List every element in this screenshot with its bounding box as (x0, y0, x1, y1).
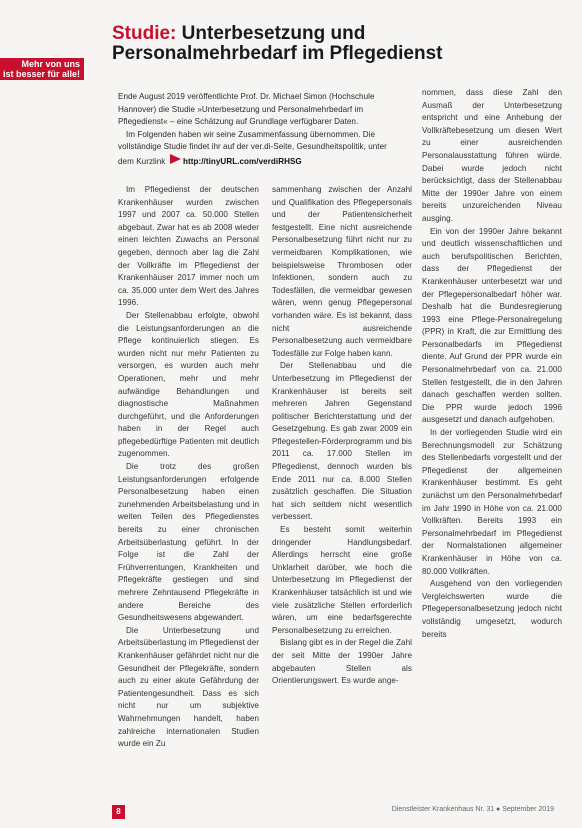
title-line-1: Unterbesetzung und (181, 23, 366, 44)
article-lead (118, 91, 396, 169)
lead-paragraph-1: Ende August 2019 veröffentlichte Prof. Dr. Michael Simon (Hochschule Hannover) die Studie »Unterbesetzung und Personalmehrbedarf im Pflegedienst« – eine Schätzung auf Grundlage verfügbarer Daten. (118, 92, 375, 127)
col1-paragraph: Der Stellenabbau erfolgte, obwohl die Leistungsanforderungen an die Pflege kontinuierlich stiegen. Es wurden nicht nur mehr Patienten zu versorgen, es wurden auch mehr Operationen, mehr und mehr aufwändige Behandlungen und diagnostische Maßnahmen durchgeführt, und die Anforderungen haben in der Regel auch pflegebedürftige Patienten mit deutlich zugenommen. (118, 310, 259, 459)
title-line-2: Personalmehrbedarf im Pflegedienst (112, 43, 443, 64)
study-link[interactable]: http://tinyURL.com/verdiRHSG (183, 156, 302, 166)
slogan-tag (0, 58, 84, 80)
footer-publication-info (392, 806, 554, 813)
slogan-line-2: ist besser für alle! (2, 69, 80, 79)
lead-paragraph-2-text: Im Folgenden haben wir seine Zusammenfassung übernommen. Die vollständige Studie findet ihr auf der ver.di-Seite, Gesundheitspolitik, unter dem Kurzlink (118, 129, 387, 166)
article-title-block (112, 24, 552, 64)
text-column-3 (422, 87, 562, 641)
footer-text: Dienstleister Krankenhaus Nr. 31 ● September 2019 (391, 806, 554, 813)
text-column-1 (118, 184, 259, 751)
col2-paragraph: sammenhang zwischen der Anzahl und Qualifikation des Pflegepersonals und der Patientensicherheit festgestellt. Eine nicht ausreichende Personalbesetzung führt nicht nur zu vermeidbaren Komplikationen, wie beispielsweise Thrombosen oder Infektionen, sondern auch zu Todesfällen, die vermeidbar gewesen wären, wenn genug Pflegepersonal vorhanden wäre. Es ist bekannt, dass nicht ausreichende Personalbesetzung auch vermeidbare Todesfälle zur Folge haben kann. (272, 185, 412, 358)
col3-paragraph: Ein von der 1990er Jahre bekannt und deutlich wissenschaftlichen und auch berufspolitischen Berichten, dass der Pflegedienst der Krankenhäuser unterbesetzt war und der Pflegepersonalbedarf höher war. Deshalb hat die Bundesregierung 1993 eine Pflege-Personalregelung (PPR) in Kraft, die zur Ermittlung des Personalbedarfs im Pflegedienst diente. Auf Grund der PPR wurde ein Personalmehrbedarf von ca. 21.000 Stellen festgestellt, die in den Jahren danach geschaffen werden sollten. Die PPR wurde jedoch 1996 ausgesetzt und danach aufgehoben. (422, 226, 562, 425)
title-accent: Studie: (112, 23, 177, 44)
lead-paragraph-2 (118, 129, 396, 169)
col3-paragraph: nommen, dass diese Zahl den Ausmaß der Unterbesetzung entspricht und eine Anhebung der Vollkräftebesetzung um diesen Wert zu einer ausreichenden Personalausstattung führen würde. Dabei wurde jedoch nicht berücksichtigt, dass der Stellenabbau Mitte der 1990er Jahre von einem bereits unzureichenden Niveau ausging. (422, 88, 562, 223)
col2-paragraph: Der Stellenabbau und die Unterbesetzung im Pflegedienst der Krankenhäuser ist bereits seit mehreren Jahren Gegenstand politischer Berichterstattung und der Gesetzgebung. Es gab zwar 2009 ein Pflegestellen-Förderprogramm und bis 2011 ca. 17.000 Stellen im Pflegedienst, dennoch wurden bis Ende 2011 nur ca. 8.000 Stellen zusätzlich geschaffen. Die Situation hat sich seitdem nicht wesentlich verbessert. (272, 361, 412, 522)
col2-paragraph: Bislang gibt es in der Regel die Zahl der seit Mitte der 1990er Jahre abgebauten Stellen als Orientierungswert. Es wurde ange- (272, 638, 412, 686)
col2-paragraph: Es besteht somit weiterhin dringender Handlungsbedarf. Allerdings herrscht eine große Unklarheit darüber, wie hoch die Unterbesetzung im Pflegedienst der Krankenhäuser tatsächlich ist und wie viele zusätzliche Stellen erforderlich wären, um eine bedarfsgerechte Personalbesetzung zu erreichen. (272, 525, 412, 635)
arrow-icon (170, 154, 181, 164)
col3-paragraph: In der vorliegenden Studie wird ein Berechnungsmodell zur Schätzung des Stellenbedarfs vorgestellt und der Pflegedienst der allgemeinen Krankenhäuser bestimmt. Es geht zunächst um den Personalmehrbedarf im Jahr 1990 in Höhe von ca. 21.000 Vollkräften. Bereits 1993 ein Personalmehrbedarf im Pflegedienst der Normalstationen allgemeiner Krankenhäuser in Höhe von ca. 80.000 Vollkräften. (422, 428, 562, 576)
col3-paragraph: Ausgehend von den vorliegenden Vergleichswerten wurde die Pflegepersonalbesetzung jedoch nicht vollständig umgesetzt, wodurch bereits (422, 579, 562, 639)
col1-paragraph: Im Pflegedienst der deutschen Krankenhäuser wurden zwischen 1997 und 2007 ca. 50.000 Stellen abgebaut. Zwar hat es ab 2008 wieder einen leichten Zuwachs an Personal gegeben, dennoch aber lag die Zahl der Vollkräfte im Pflegedienst der Krankenhäuser 2017 immer noch um ca. 35.000 unter dem Wert des Jahres 1996. (118, 185, 259, 308)
text-column-2 (272, 184, 412, 688)
col1-paragraph: Die Unterbesetzung und Arbeitsüberlastung im Pflegedienst der Krankenhäuser gefährdet nicht nur die Gesundheit der Pflegekräfte, sondern auch zu einer akute Gefährdung der Patientengesundheit. Dass es sich nicht nur um subjektive Wahrnehmungen handelt, haben zahlreiche internationalen Studien wurde ein Zu (118, 625, 259, 749)
page-footer (0, 798, 582, 828)
slogan-line-1: Mehr von uns (21, 59, 80, 69)
col1-paragraph: Die trotz des großen Leistungsanforderungen erfolgende Personalbesetzung haben einen zunehmenden Arbeitsbelastung und in weiten Teilen des Pflegedienstes bereits zu einer chronischen Arbeitsüberlastung geführt. In der Folge ist die Zahl der Frühverrentungen, Krankheiten und Pflegekräfte gestiegen und sind mehrere Zehntausend Pflegekräfte in andere Bereiche des Gesundheitswesens abgewandert. (118, 462, 259, 623)
page-number: 8 (112, 805, 125, 819)
article-title (112, 24, 552, 64)
